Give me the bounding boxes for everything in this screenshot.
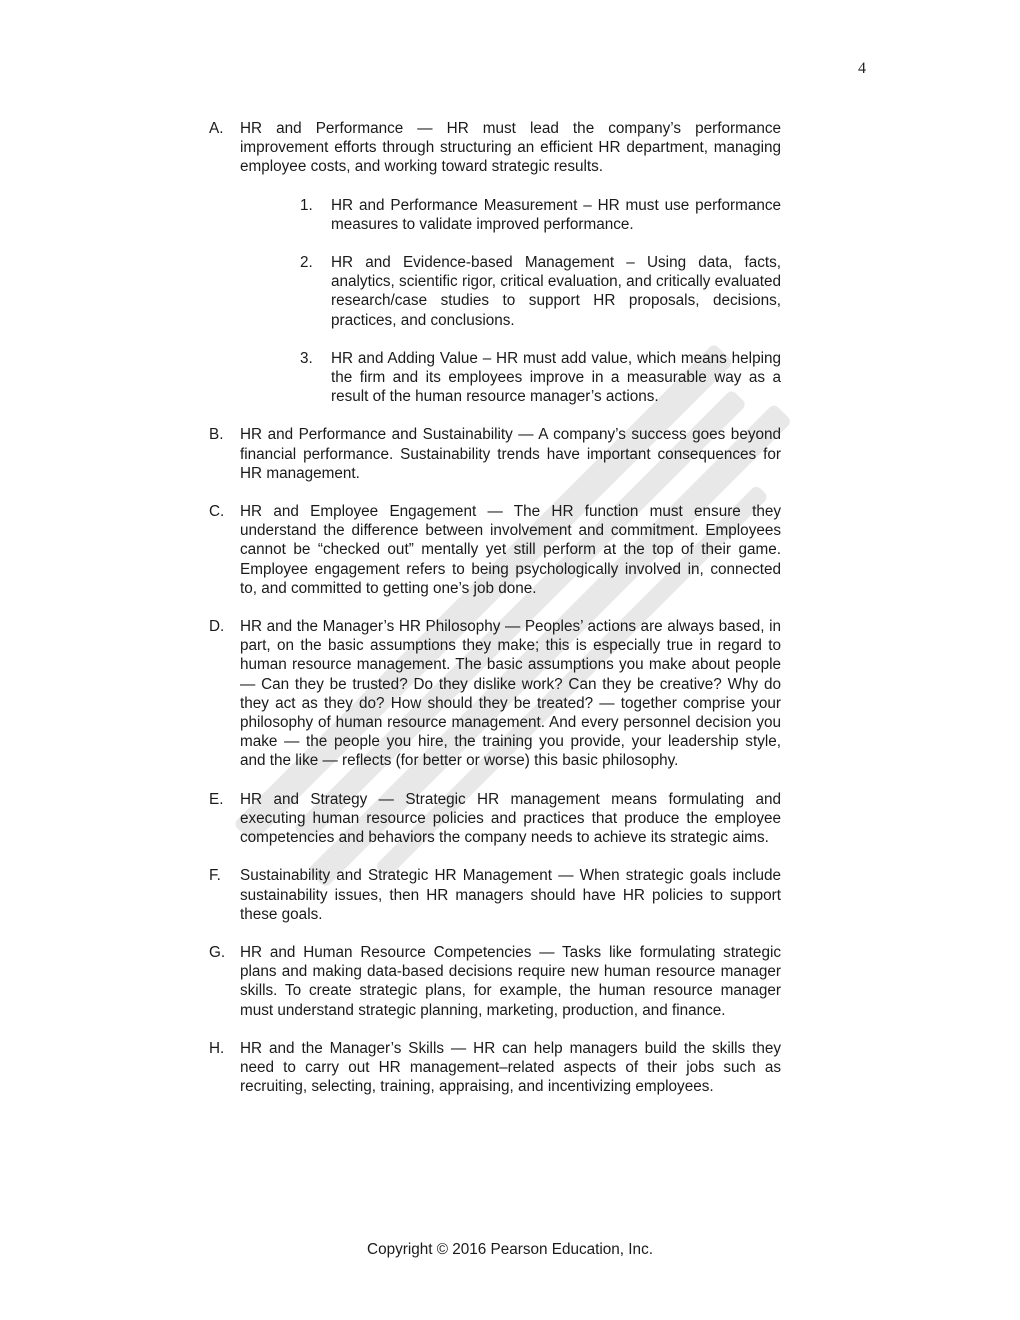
outline-item-d: [209, 617, 781, 771]
sub-outline: [240, 196, 781, 407]
sub-item-1: [300, 196, 781, 234]
outline-item-e: [209, 790, 781, 848]
sub-item-text: HR and Evidence-based Management – Using data, facts, analytics, scientific rigor, critical evaluation, and critically evaluated research/case studies to support HR proposals, decisions, practices, and conclusions.: [331, 254, 781, 329]
outline-item-g: [209, 943, 781, 1020]
outline-content: [209, 119, 781, 1115]
sub-item-3: [300, 349, 781, 407]
item-letter: D.: [209, 618, 225, 636]
item-letter: B.: [209, 426, 224, 444]
item-text: HR and Performance and Sustainability — A company’s success goes beyond financial performance. Sustainability trends have important consequences for HR management.: [240, 426, 781, 482]
sub-item-number: 2.: [300, 254, 313, 272]
outline-item-b: [209, 425, 781, 483]
sub-item-text: HR and Performance Measurement – HR must use performance measures to validate improved performance.: [331, 196, 781, 233]
page-number: 4: [858, 60, 866, 77]
sub-item-text: HR and Adding Value – HR must add value, which means helping the firm and its employees improve in a measurable way as a result of the human resource manager’s actions.: [331, 349, 781, 406]
item-letter: A.: [209, 120, 224, 137]
item-text: HR and Strategy — Strategic HR management means formulating and executing human resource policies and practices that produce the employee competencies and behaviors the company needs to achieve its strategic aims.: [240, 790, 781, 847]
item-letter: H.: [209, 1039, 225, 1057]
item-text: HR and Performance — HR must lead the company’s performance improvement efforts through structuring an efficient HR department, managing employee costs, and working toward strategic results.: [240, 120, 781, 176]
copyright-footer: Copyright © 2016 Pearson Education, Inc.: [367, 1241, 653, 1258]
item-text: Sustainability and Strategic HR Management — When strategic goals include sustainability issues, then HR managers should have HR policies to support these goals.: [240, 867, 781, 923]
outline-item-a: [209, 119, 781, 406]
sub-item-number: 3.: [300, 349, 313, 367]
item-letter: F.: [209, 867, 221, 885]
item-text: HR and Human Resource Competencies — Tasks like formulating strategic plans and making data-based decisions require new human resource manager skills. To create strategic plans, for example, the human resource manager must understand strategic planning, marketing, production, and finance.: [240, 943, 781, 1019]
item-letter: E.: [209, 790, 224, 808]
outline-item-h: [209, 1039, 781, 1097]
item-letter: G.: [209, 943, 226, 961]
item-letter: C.: [209, 503, 225, 521]
sub-item-number: 1.: [300, 196, 313, 214]
sub-item-2: [300, 253, 781, 330]
item-text: HR and the Manager’s Skills — HR can help managers build the skills they need to carry out HR management–related aspects of their jobs such as recruiting, selecting, training, appraising, and incentivizing employees.: [240, 1039, 781, 1096]
item-text: HR and Employee Engagement — The HR function must ensure they understand the difference between involvement and commitment. Employees cannot be “checked out” mentally yet still perform at the top of their game. Employee engagement refers to being psychologically involved in, connected to, and committed to getting one’s job done.: [240, 503, 781, 597]
outline-item-f: [209, 866, 781, 924]
outline-item-c: [209, 502, 781, 598]
item-text: HR and the Manager’s HR Philosophy — Peoples’ actions are always based, in part, on the basic assumptions they make; this is especially true in regard to human resource management. The basic assumptions you make about people — Can they be trusted? Do they dislike work? Can they be creative? Why do they act as they do? How should they be treated? — together comprise your philosophy of human resource management. And every personnel decision you make — the people you hire, the training you provide, your leadership style, and the like — reflects (for better or worse) this basic philosophy.: [240, 618, 781, 770]
